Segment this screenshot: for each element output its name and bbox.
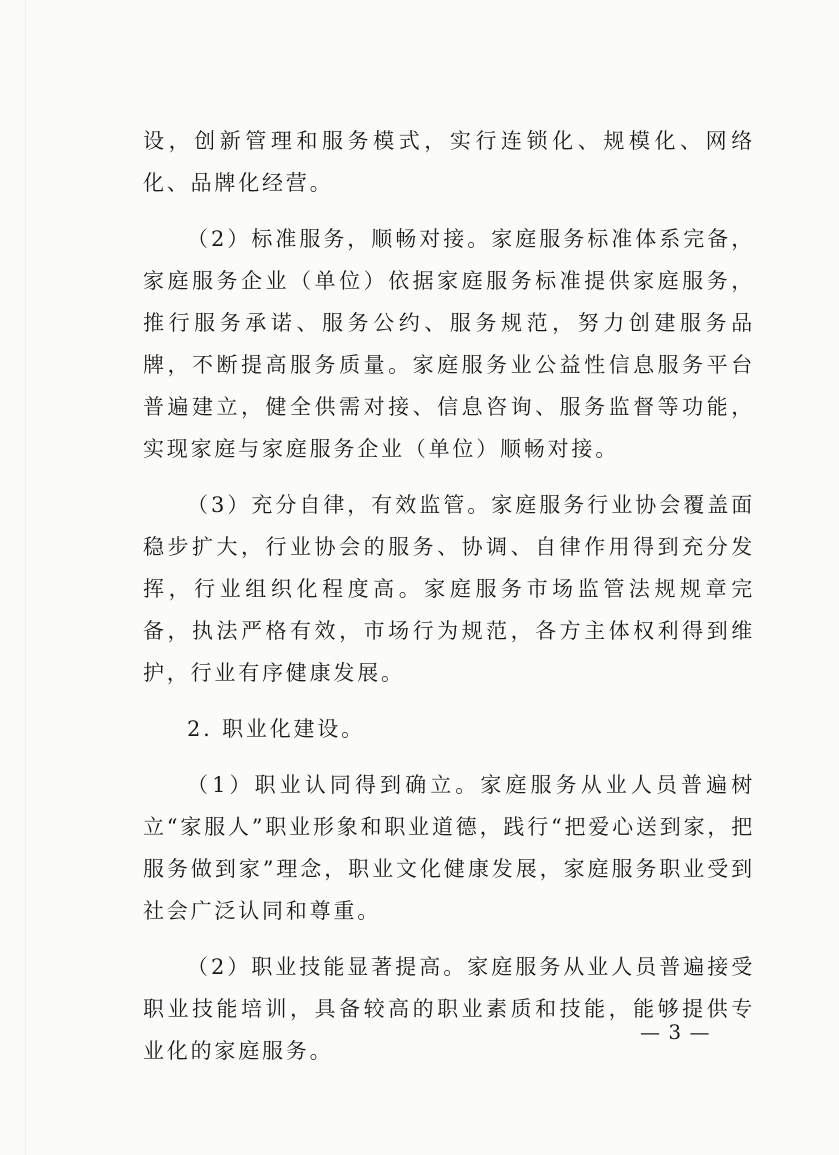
section-heading-professionalization: 2. 职业化建设。: [187, 717, 365, 741]
paragraph-continuation: 设，创新管理和服务模式，实行连锁化、规模化、网络化、品牌化经营。: [143, 129, 755, 195]
binding-margin-line: [25, 0, 26, 1155]
paragraph-self-discipline: （3）充分自律，有效监管。家庭服务行业协会覆盖面稳步扩大，行业协会的服务、协调、自律作用得到充分发挥，行业组织化程度高。家庭服务市场监管法规规章完备，执法严格有效，市场行为规范，各方主体权利得到维护，行业有序健康发展。: [143, 493, 755, 685]
paragraph-professional-identity: （1）职业认同得到确立。家庭服务从业人员普遍树立“家服人”职业形象和职业道德，践行“把爱心送到家，把服务做到家”理念，职业文化健康发展，家庭服务职业受到社会广泛认同和尊重。: [143, 773, 755, 923]
paragraph-standard-service: （2）标准服务，顺畅对接。家庭服务标准体系完备，家庭服务企业（单位）依据家庭服务标准提供家庭服务，推行服务承诺、服务公约、服务规范，努力创建服务品牌，不断提高服务质量。家庭服务业公益性信息服务平台普遍建立，健全供需对接、信息咨询、服务监督等功能，实现家庭与家庭服务企业（单位）顺畅对接。: [143, 227, 755, 461]
page-number: — 3 —: [640, 1020, 711, 1044]
document-body: [143, 120, 755, 1072]
paragraph-professional-skills: （2）职业技能显著提高。家庭服务从业人员普遍接受职业技能培训，具备较高的职业素质和技能，能够提供专业化的家庭服务。: [143, 955, 755, 1063]
